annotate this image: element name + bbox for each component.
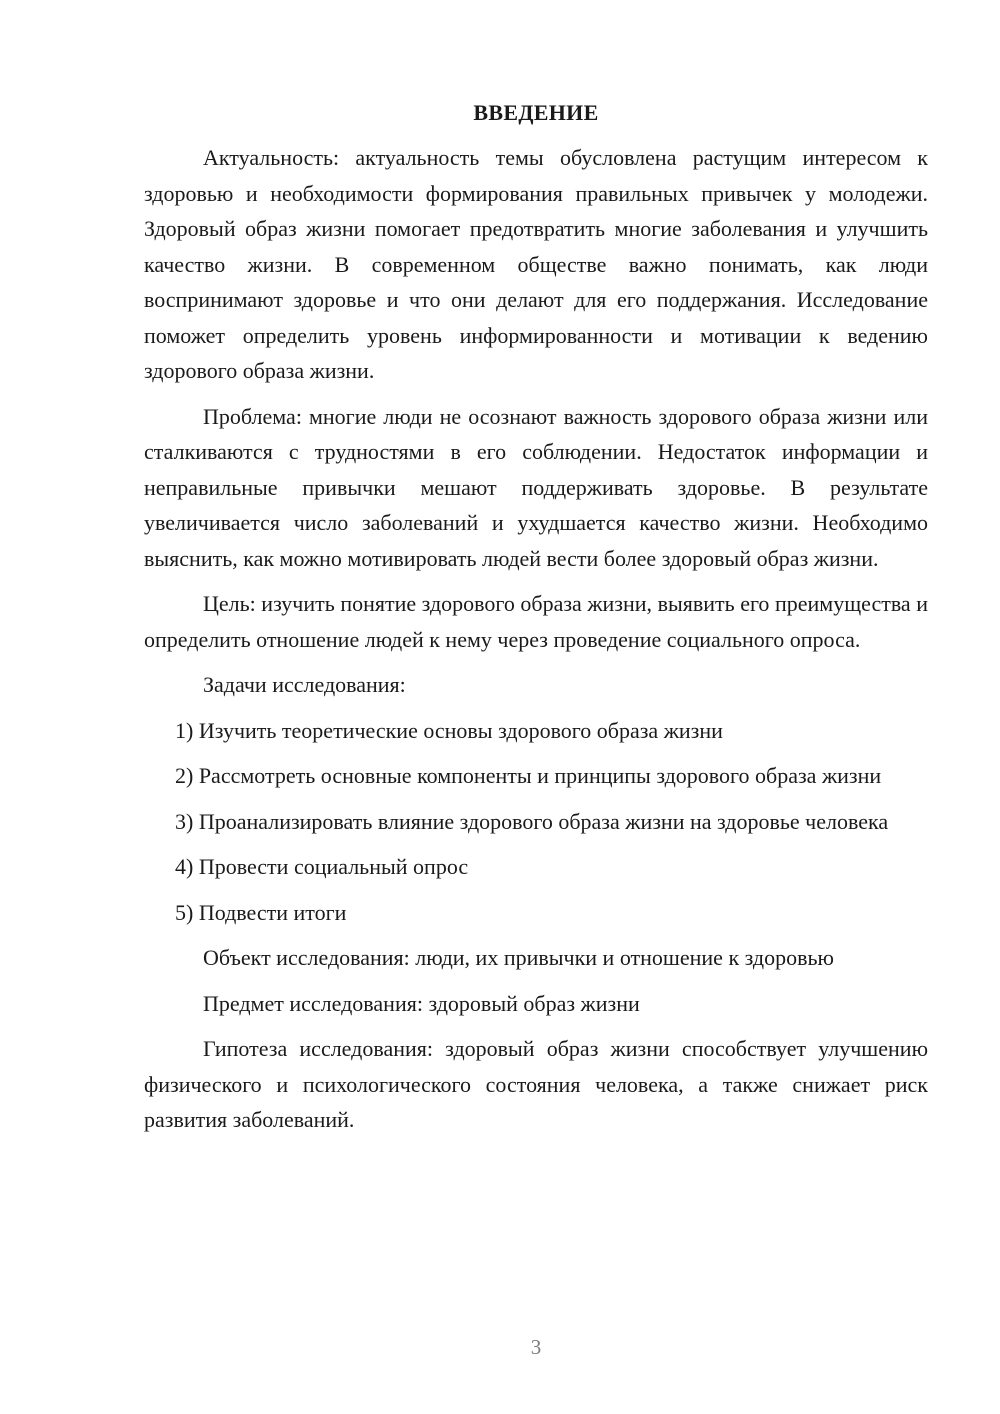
hypothesis-paragraph: Гипотеза исследования: здоровый образ жизни способствует улучшению физического и психологического состояния человека, а также снижает риск развития заболеваний. (144, 1036, 928, 1132)
task-item-3: 3) Проанализировать влияние здорового образа жизни на здоровье человека (175, 808, 889, 834)
page-number: 3 (530, 1335, 542, 1359)
task-item-4: 4) Провести социальный опрос (175, 854, 469, 879)
subject-paragraph: Предмет исследования: здоровый образ жизни (203, 990, 640, 1016)
tasks-heading: Задачи исследования: (203, 672, 406, 697)
object-paragraph: Объект исследования: люди, их привычки и отношение к здоровью (203, 945, 834, 970)
page-content (144, 95, 928, 1148)
problem-paragraph: Проблема: многие люди не осознают важность здорового образа жизни или сталкиваются с трудностями в его соблюдении. Недостаток информации и неправильные привычки мешают поддерживать здоровье. В результате увеличивается число заболеваний и ухудшается качество жизни. Необходимо выяснить, как можно мотивировать людей вести более здоровый образ жизни. (144, 403, 928, 571)
task-item-2: 2) Рассмотреть основные компоненты и принципы здорового образа жизни (175, 763, 882, 788)
relevance-paragraph: Актуальность: актуальность темы обусловлена растущим интересом к здоровью и необходимости формирования правильных привычек у молодежи. Здоровый образ жизни помогает предотвратить многие заболевания и улучшить качество жизни. В современном обществе важно понимать, как люди воспринимают здоровье и что они делают для его поддержания. Исследование поможет определить уровень информированности и мотивации к ведению здорового образа жизни. (144, 145, 928, 383)
task-item-5: 5) Подвести итоги (175, 899, 347, 925)
task-item-1: 1) Изучить теоретические основы здорового образа жизни (175, 717, 723, 743)
page-title: ВВЕДЕНИЕ (473, 100, 599, 125)
goal-paragraph: Цель: изучить понятие здорового образа жизни, выявить его преимущества и определить отношение людей к нему через проведение социального опроса. (144, 591, 928, 652)
